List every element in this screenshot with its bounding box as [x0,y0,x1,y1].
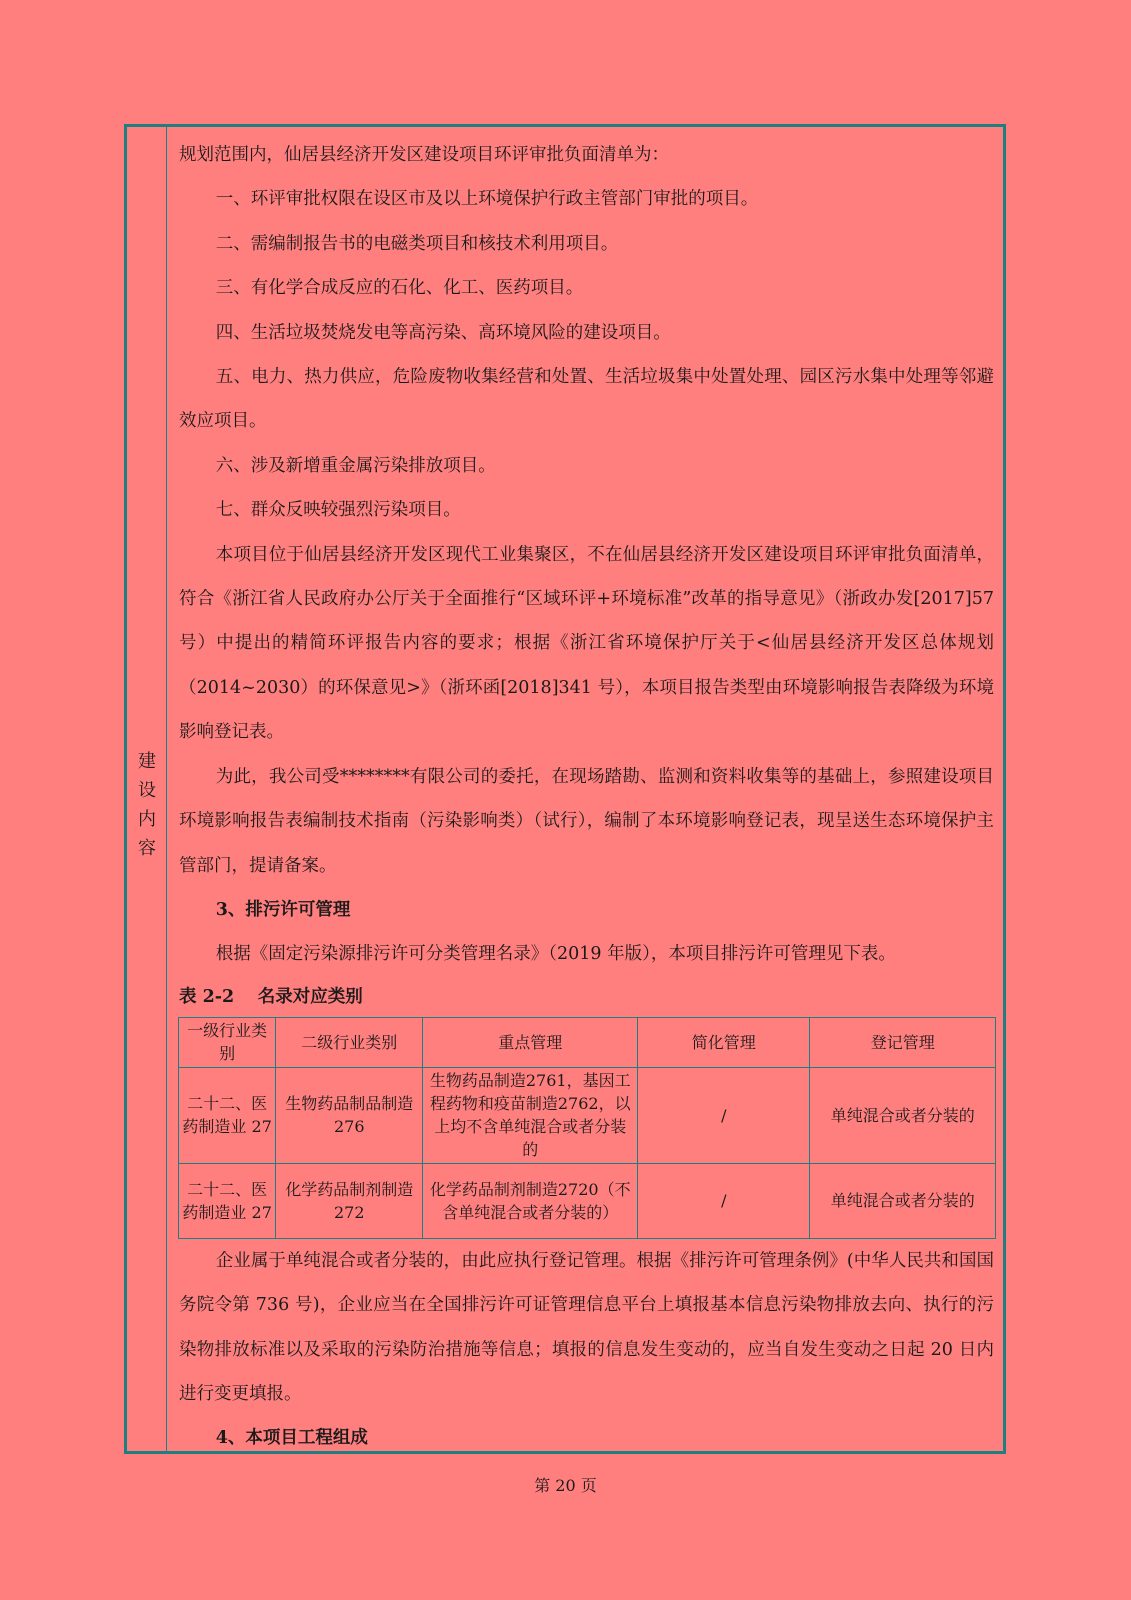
section-3-intro: 根据《固定污染源排污许可分类管理名录》（2019 年版），本项目排污许可管理见下表。 [215,944,896,965]
list-item-2: 二、需编制报告书的电磁类项目和核技术利用项目。 [215,233,619,254]
list-item-4: 四、生活垃圾焚烧发电等高污染、高环境风险的建设项目。 [215,322,671,343]
table-header-cell: 登记管理 [810,1017,996,1067]
side-label-char: 建 [138,751,156,772]
table-header-cell: 重点管理 [423,1017,638,1067]
section-4-heading: 4、本项目工程组成 [215,1428,368,1449]
table-cell: 二十二、医药制造业 27 [179,1163,276,1238]
side-label [127,747,167,863]
table-cell: 化学药品制剂制造2720（不含单纯混合或者分装的） [423,1163,638,1238]
side-label-char: 内 [138,809,156,830]
list-item-7: 七、群众反映较强烈污染项目。 [215,500,461,521]
content-frame [124,124,1006,1454]
list-item-1: 一、环评审批权限在设区市及以上环境保护行政主管部门审批的项目。 [215,189,759,210]
table-header-cell: 简化管理 [638,1017,810,1067]
paragraph: 规划范围内，仙居县经济开发区建设项目环评审批负面清单为： [179,145,669,165]
paragraph-commission: 为此，我公司受********有限公司的委托，在现场踏勘、监测和资料收集等的基础上，参照建设项目环境影响报告表编制技术指南（污染影响类）（试行），编制了本环境影响登记表，现呈送生态环境保护主管部门，提请备案。 [179,766,994,876]
table-header-row [179,1017,996,1067]
table-cell: 单纯混合或者分装的 [810,1163,996,1238]
list-item-5: 五、电力、热力供应，危险废物收集经营和处置、生活垃圾集中处置处理、园区污水集中处理等邻避效应项目。 [179,367,994,432]
table-row [179,1163,996,1238]
side-column [127,127,167,1451]
table-cell: 生物药品制品制造276 [276,1067,423,1163]
table-cell: 化学药品制剂制造272 [276,1163,423,1238]
permit-category-table [178,1017,996,1239]
side-label-char: 容 [138,838,156,859]
side-label-char: 设 [138,780,156,801]
table-header-cell: 二级行业类别 [276,1017,423,1067]
section-3-heading: 3、排污许可管理 [215,899,351,920]
table-cell: / [638,1067,810,1163]
list-item-6: 六、涉及新增重金属污染排放项目。 [215,455,496,476]
table-caption: 表 2-2 名录对应类别 [179,986,363,1007]
table-row [179,1067,996,1163]
list-item-3: 三、有化学合成反应的石化、化工、医药项目。 [215,278,584,299]
table-cell: 单纯混合或者分装的 [810,1067,996,1163]
table-cell: 生物药品制造2761，基因工程药物和疫苗制造2762，以上均不含单纯混合或者分装的 [423,1067,638,1163]
paragraph-after-table: 企业属于单纯混合或者分装的，由此应执行登记管理。根据《排污许可管理条例》(中华人民共和国国务院令第 736 号)，企业应当在全国排污许可证管理信息平台上填报基本信息污染物排放去向、执行的污染物排放标准以及采取的污染防治措施等信息；填报的信息发生变动的，应当自发生变动之日起 20 日内进行变更填报。 [179,1250,994,1404]
main-content [179,133,994,1461]
page-number: 第 20 页 [534,1476,597,1495]
table-header-cell: 一级行业类别 [179,1017,276,1067]
table-cell: / [638,1163,810,1238]
paragraph-location: 本项目位于仙居县经济开发区现代工业集聚区，不在仙居县经济开发区建设项目环评审批负面清单，符合《浙江省人民政府办公厅关于全面推行“区域环评+环境标准”改革的指导意见》（浙政办发[2017]57 号）中提出的精简环评报告内容的要求；根据《浙江省环境保护厅关于<仙居县经济开发区总体规划（2014~2030）的环保意见>》（浙环函[2018]341 号），本项目报告类型由环境影响报告表降级为环境影响登记表。 [179,544,994,743]
table-cell: 二十二、医药制造业 27 [179,1067,276,1163]
